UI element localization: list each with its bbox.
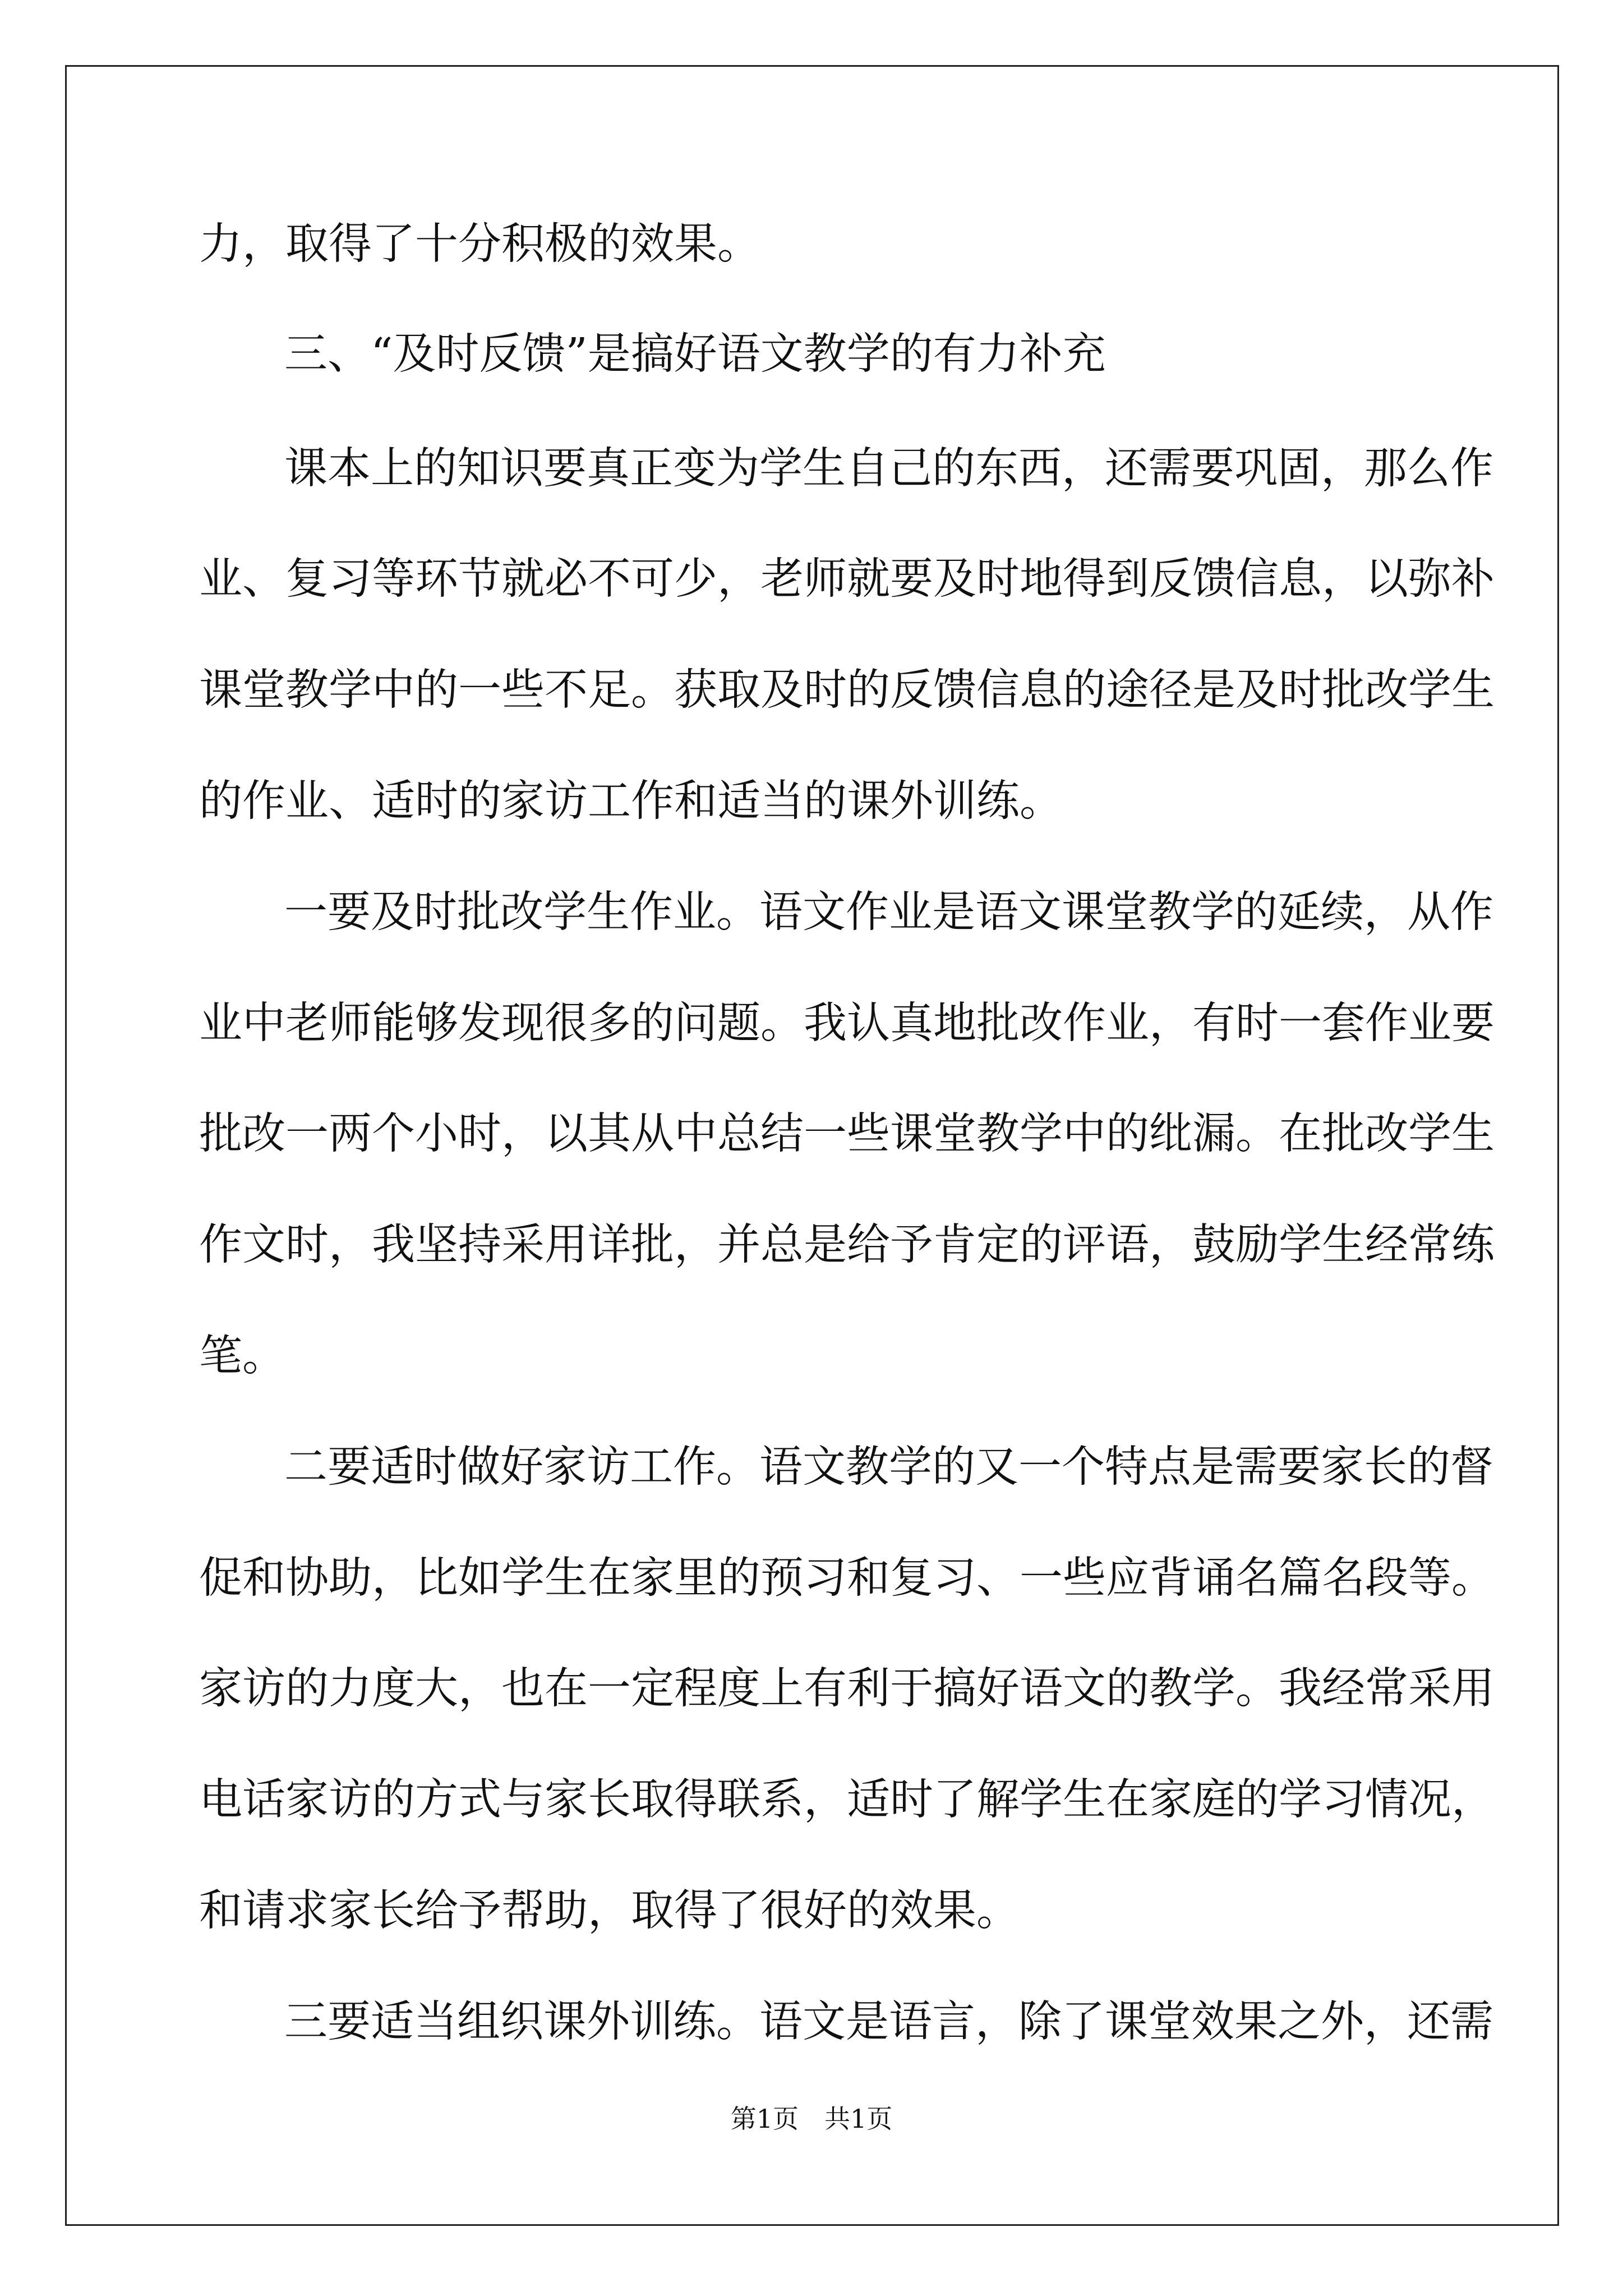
section-heading: 三、“及时反馈”是搞好语文教学的有力补充 — [284, 329, 1106, 379]
text-line: 业、复习等环节就必不可少，老师就要及时地得到反馈信息，以弥补 — [199, 554, 1495, 604]
text-line: 的作业、适时的家访工作和适当的课外训练。 — [199, 776, 1063, 826]
text-line: 批改一两个小时，以其从中总结一些课堂教学中的纰漏。在批改学生 — [199, 1109, 1495, 1159]
text-line: 业中老师能够发现很多的问题。我认真地批改作业，有时一套作业要 — [199, 999, 1495, 1048]
page-number: 第1页 共1页 — [730, 2104, 893, 2134]
text-line: 一要及时批改学生作业。语文作业是语文课堂教学的延续，从作 — [284, 887, 1493, 937]
text-line: 三要适当组织课外训练。语文是语言，除了课堂效果之外，还需 — [284, 1997, 1493, 2047]
text-line: 课本上的知识要真正变为学生自己的东西，还需要巩固，那么作 — [284, 444, 1493, 494]
text-line: 促和协助，比如学生在家里的预习和复习、一些应背诵名篇名段等。 — [199, 1553, 1495, 1603]
text-line: 和请求家长给予帮助，取得了很好的效果。 — [199, 1886, 1020, 1936]
text-line: 家访的力度大，也在一定程度上有利于搞好语文的教学。我经常采用 — [199, 1664, 1495, 1714]
text-line: 电话家访的方式与家长取得联系，适时了解学生在家庭的学习情况， — [199, 1775, 1495, 1825]
text-line: 力，取得了十分积极的效果。 — [199, 219, 760, 269]
text-line: 作文时，我坚持采用详批，并总是给予肯定的评语，鼓励学生经常练 — [199, 1220, 1495, 1270]
text-line: 二要适时做好家访工作。语文教学的又一个特点是需要家长的督 — [284, 1442, 1493, 1492]
text-line: 课堂教学中的一些不足。获取及时的反馈信息的途径是及时批改学生 — [199, 665, 1495, 715]
text-line: 笔。 — [199, 1331, 285, 1381]
